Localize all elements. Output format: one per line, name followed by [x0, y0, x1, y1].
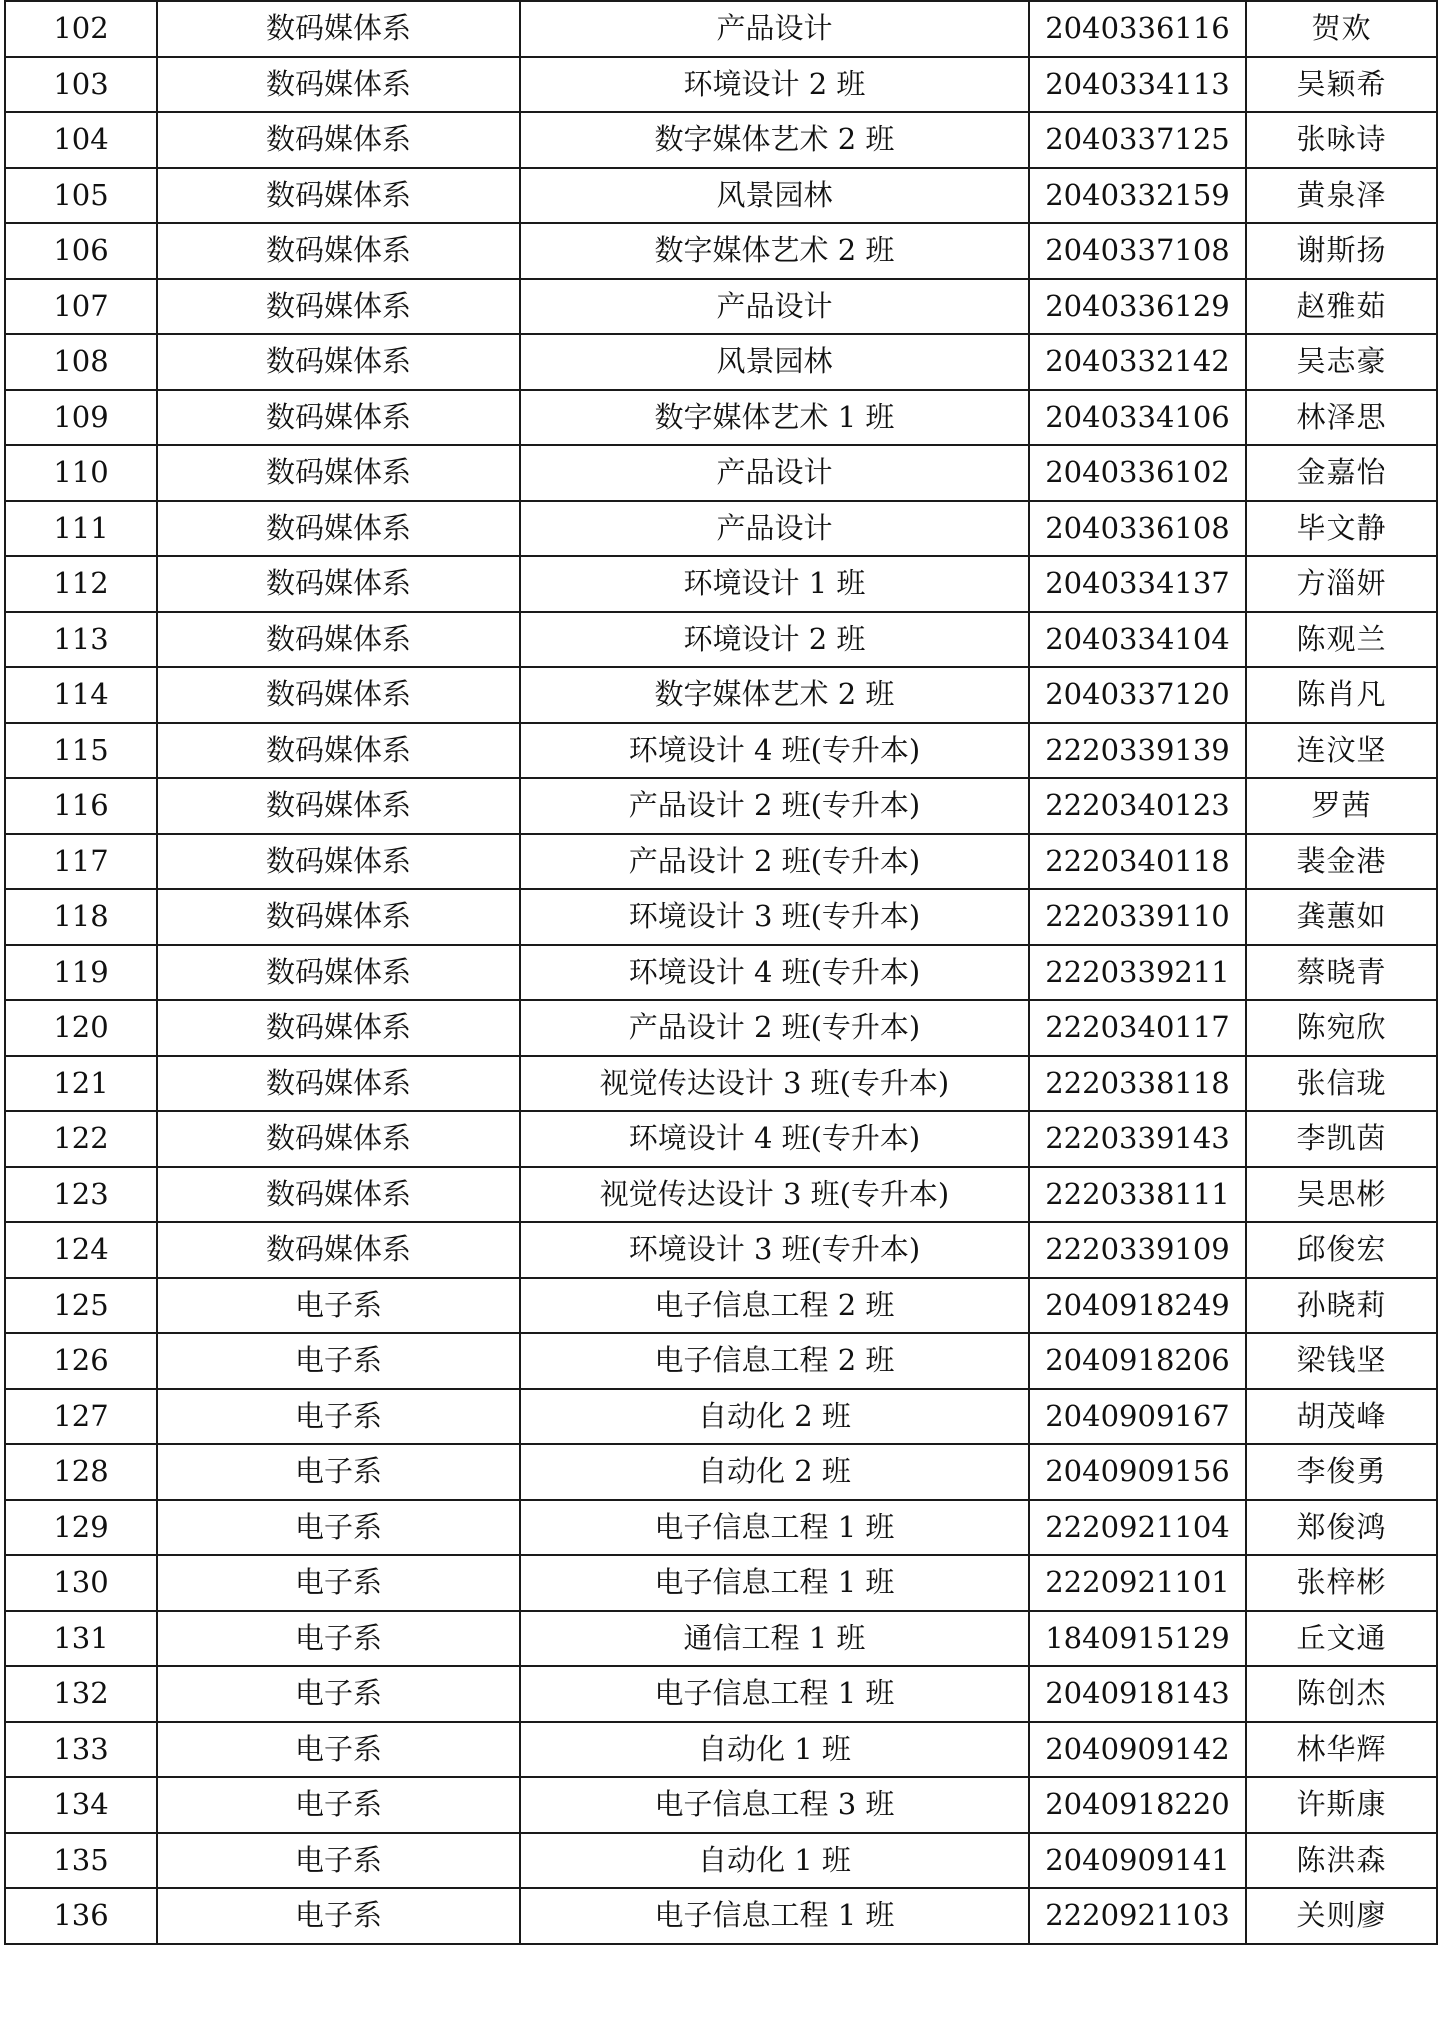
- class-cell: 产品设计: [520, 501, 1029, 557]
- row-number-cell: 125: [5, 1278, 157, 1334]
- row-number-cell: 118: [5, 889, 157, 945]
- table-row: [5, 1444, 1437, 1500]
- department-cell: 电子系: [157, 1611, 520, 1667]
- student-id-cell: 2220339139: [1029, 723, 1246, 779]
- student-id-cell: 2220339110: [1029, 889, 1246, 945]
- row-number-cell: 129: [5, 1500, 157, 1556]
- student-name-cell: 谢斯扬: [1246, 223, 1437, 279]
- row-number-cell: 106: [5, 223, 157, 279]
- class-cell: 环境设计 4 班(专升本): [520, 945, 1029, 1001]
- row-number-cell: 116: [5, 778, 157, 834]
- table-row: [5, 556, 1437, 612]
- class-cell: 视觉传达设计 3 班(专升本): [520, 1056, 1029, 1112]
- table-row: [5, 612, 1437, 668]
- class-cell: 电子信息工程 3 班: [520, 1777, 1029, 1833]
- student-id-cell: 2040918206: [1029, 1333, 1246, 1389]
- student-name-cell: 许斯康: [1246, 1777, 1437, 1833]
- student-name-cell: 陈创杰: [1246, 1666, 1437, 1722]
- table-row: [5, 889, 1437, 945]
- row-number-cell: 136: [5, 1888, 157, 1944]
- class-cell: 数字媒体艺术 2 班: [520, 112, 1029, 168]
- table-row: [5, 390, 1437, 446]
- class-cell: 环境设计 3 班(专升本): [520, 889, 1029, 945]
- department-cell: 电子系: [157, 1278, 520, 1334]
- department-cell: 数码媒体系: [157, 667, 520, 723]
- class-cell: 电子信息工程 1 班: [520, 1555, 1029, 1611]
- row-number-cell: 107: [5, 279, 157, 335]
- class-cell: 环境设计 3 班(专升本): [520, 1222, 1029, 1278]
- table-row: [5, 334, 1437, 390]
- class-cell: 电子信息工程 1 班: [520, 1666, 1029, 1722]
- department-cell: 数码媒体系: [157, 1222, 520, 1278]
- student-name-cell: 吴思彬: [1246, 1167, 1437, 1223]
- class-cell: 产品设计: [520, 1, 1029, 57]
- department-cell: 数码媒体系: [157, 223, 520, 279]
- class-cell: 产品设计 2 班(专升本): [520, 1000, 1029, 1056]
- table-row: [5, 1111, 1437, 1167]
- class-cell: 数字媒体艺术 1 班: [520, 390, 1029, 446]
- student-id-cell: 2040332159: [1029, 168, 1246, 224]
- student-name-cell: 黄泉泽: [1246, 168, 1437, 224]
- department-cell: 电子系: [157, 1888, 520, 1944]
- department-cell: 数码媒体系: [157, 1167, 520, 1223]
- student-id-cell: 2040336108: [1029, 501, 1246, 557]
- table-row: [5, 1777, 1437, 1833]
- student-id-cell: 2220340117: [1029, 1000, 1246, 1056]
- table-row: [5, 723, 1437, 779]
- row-number-cell: 123: [5, 1167, 157, 1223]
- department-cell: 电子系: [157, 1444, 520, 1500]
- student-name-cell: 罗茜: [1246, 778, 1437, 834]
- student-id-cell: 1840915129: [1029, 1611, 1246, 1667]
- student-name-cell: 陈肖凡: [1246, 667, 1437, 723]
- department-cell: 电子系: [157, 1500, 520, 1556]
- student-roster-table: [4, 0, 1438, 1945]
- table-row: [5, 1, 1437, 57]
- department-cell: 数码媒体系: [157, 112, 520, 168]
- class-cell: 环境设计 4 班(专升本): [520, 723, 1029, 779]
- table-row: [5, 1555, 1437, 1611]
- department-cell: 数码媒体系: [157, 945, 520, 1001]
- table-row: [5, 834, 1437, 890]
- row-number-cell: 135: [5, 1833, 157, 1889]
- class-cell: 环境设计 4 班(专升本): [520, 1111, 1029, 1167]
- student-name-cell: 李俊勇: [1246, 1444, 1437, 1500]
- student-name-cell: 陈观兰: [1246, 612, 1437, 668]
- table-row: [5, 1389, 1437, 1445]
- class-cell: 产品设计: [520, 445, 1029, 501]
- class-cell: 数字媒体艺术 2 班: [520, 667, 1029, 723]
- student-id-cell: 2040909156: [1029, 1444, 1246, 1500]
- table-row: [5, 1611, 1437, 1667]
- row-number-cell: 102: [5, 1, 157, 57]
- class-cell: 电子信息工程 2 班: [520, 1333, 1029, 1389]
- student-id-cell: 2220921101: [1029, 1555, 1246, 1611]
- department-cell: 数码媒体系: [157, 834, 520, 890]
- student-id-cell: 2040918143: [1029, 1666, 1246, 1722]
- student-id-cell: 2040336116: [1029, 1, 1246, 57]
- student-id-cell: 2040337125: [1029, 112, 1246, 168]
- student-name-cell: 张梓彬: [1246, 1555, 1437, 1611]
- department-cell: 数码媒体系: [157, 889, 520, 945]
- table-row: [5, 667, 1437, 723]
- department-cell: 数码媒体系: [157, 1, 520, 57]
- class-cell: 产品设计: [520, 279, 1029, 335]
- table-row: [5, 223, 1437, 279]
- student-name-cell: 林泽思: [1246, 390, 1437, 446]
- row-number-cell: 103: [5, 57, 157, 113]
- student-name-cell: 丘文通: [1246, 1611, 1437, 1667]
- table-row: [5, 445, 1437, 501]
- row-number-cell: 111: [5, 501, 157, 557]
- student-name-cell: 金嘉怡: [1246, 445, 1437, 501]
- student-name-cell: 贺欢: [1246, 1, 1437, 57]
- student-name-cell: 毕文静: [1246, 501, 1437, 557]
- class-cell: 风景园林: [520, 334, 1029, 390]
- class-cell: 自动化 1 班: [520, 1833, 1029, 1889]
- row-number-cell: 133: [5, 1722, 157, 1778]
- row-number-cell: 134: [5, 1777, 157, 1833]
- row-number-cell: 122: [5, 1111, 157, 1167]
- student-id-cell: 2040334106: [1029, 390, 1246, 446]
- class-cell: 环境设计 2 班: [520, 612, 1029, 668]
- student-id-cell: 2220921103: [1029, 1888, 1246, 1944]
- table-row: [5, 1056, 1437, 1112]
- row-number-cell: 124: [5, 1222, 157, 1278]
- row-number-cell: 127: [5, 1389, 157, 1445]
- class-cell: 通信工程 1 班: [520, 1611, 1029, 1667]
- table-row: [5, 57, 1437, 113]
- class-cell: 环境设计 1 班: [520, 556, 1029, 612]
- department-cell: 电子系: [157, 1777, 520, 1833]
- student-id-cell: 2220338111: [1029, 1167, 1246, 1223]
- student-id-cell: 2220339109: [1029, 1222, 1246, 1278]
- class-cell: 电子信息工程 1 班: [520, 1888, 1029, 1944]
- table-row: [5, 1222, 1437, 1278]
- table-row: [5, 1833, 1437, 1889]
- document-page: [4, 0, 1436, 2014]
- roster-body: [5, 1, 1437, 1944]
- student-id-cell: 2040909142: [1029, 1722, 1246, 1778]
- student-name-cell: 赵雅茹: [1246, 279, 1437, 335]
- student-name-cell: 陈洪森: [1246, 1833, 1437, 1889]
- student-name-cell: 张咏诗: [1246, 112, 1437, 168]
- student-name-cell: 郑俊鸿: [1246, 1500, 1437, 1556]
- student-id-cell: 2220921104: [1029, 1500, 1246, 1556]
- class-cell: 产品设计 2 班(专升本): [520, 778, 1029, 834]
- row-number-cell: 108: [5, 334, 157, 390]
- student-name-cell: 连汶坚: [1246, 723, 1437, 779]
- student-id-cell: 2040334137: [1029, 556, 1246, 612]
- row-number-cell: 105: [5, 168, 157, 224]
- class-cell: 数字媒体艺术 2 班: [520, 223, 1029, 279]
- department-cell: 电子系: [157, 1333, 520, 1389]
- table-row: [5, 112, 1437, 168]
- table-row: [5, 1278, 1437, 1334]
- student-name-cell: 蔡晓青: [1246, 945, 1437, 1001]
- student-id-cell: 2040336102: [1029, 445, 1246, 501]
- row-number-cell: 104: [5, 112, 157, 168]
- table-row: [5, 1333, 1437, 1389]
- row-number-cell: 121: [5, 1056, 157, 1112]
- row-number-cell: 119: [5, 945, 157, 1001]
- student-id-cell: 2040918220: [1029, 1777, 1246, 1833]
- student-id-cell: 2040334113: [1029, 57, 1246, 113]
- student-name-cell: 吴志豪: [1246, 334, 1437, 390]
- row-number-cell: 112: [5, 556, 157, 612]
- table-row: [5, 168, 1437, 224]
- student-name-cell: 龚蕙如: [1246, 889, 1437, 945]
- student-name-cell: 胡茂峰: [1246, 1389, 1437, 1445]
- student-name-cell: 吴颖希: [1246, 57, 1437, 113]
- student-name-cell: 邱俊宏: [1246, 1222, 1437, 1278]
- table-row: [5, 501, 1437, 557]
- student-name-cell: 张信珑: [1246, 1056, 1437, 1112]
- student-name-cell: 孙晓莉: [1246, 1278, 1437, 1334]
- student-id-cell: 2220339211: [1029, 945, 1246, 1001]
- department-cell: 数码媒体系: [157, 612, 520, 668]
- row-number-cell: 128: [5, 1444, 157, 1500]
- department-cell: 数码媒体系: [157, 723, 520, 779]
- row-number-cell: 126: [5, 1333, 157, 1389]
- row-number-cell: 115: [5, 723, 157, 779]
- class-cell: 电子信息工程 1 班: [520, 1500, 1029, 1556]
- table-row: [5, 945, 1437, 1001]
- row-number-cell: 117: [5, 834, 157, 890]
- department-cell: 数码媒体系: [157, 556, 520, 612]
- row-number-cell: 130: [5, 1555, 157, 1611]
- student-name-cell: 李凯茵: [1246, 1111, 1437, 1167]
- table-row: [5, 1666, 1437, 1722]
- table-row: [5, 1167, 1437, 1223]
- department-cell: 电子系: [157, 1555, 520, 1611]
- table-row: [5, 279, 1437, 335]
- class-cell: 自动化 2 班: [520, 1444, 1029, 1500]
- table-row: [5, 1888, 1437, 1944]
- class-cell: 环境设计 2 班: [520, 57, 1029, 113]
- department-cell: 电子系: [157, 1722, 520, 1778]
- department-cell: 数码媒体系: [157, 390, 520, 446]
- student-name-cell: 林华辉: [1246, 1722, 1437, 1778]
- department-cell: 数码媒体系: [157, 334, 520, 390]
- class-cell: 风景园林: [520, 168, 1029, 224]
- row-number-cell: 120: [5, 1000, 157, 1056]
- department-cell: 数码媒体系: [157, 445, 520, 501]
- table-row: [5, 1722, 1437, 1778]
- row-number-cell: 114: [5, 667, 157, 723]
- student-name-cell: 裴金港: [1246, 834, 1437, 890]
- student-id-cell: 2040337120: [1029, 667, 1246, 723]
- student-id-cell: 2220340118: [1029, 834, 1246, 890]
- row-number-cell: 132: [5, 1666, 157, 1722]
- student-name-cell: 梁钱坚: [1246, 1333, 1437, 1389]
- student-id-cell: 2220340123: [1029, 778, 1246, 834]
- department-cell: 数码媒体系: [157, 1000, 520, 1056]
- department-cell: 数码媒体系: [157, 1111, 520, 1167]
- department-cell: 数码媒体系: [157, 168, 520, 224]
- class-cell: 自动化 1 班: [520, 1722, 1029, 1778]
- student-id-cell: 2220339143: [1029, 1111, 1246, 1167]
- row-number-cell: 131: [5, 1611, 157, 1667]
- row-number-cell: 109: [5, 390, 157, 446]
- student-id-cell: 2040332142: [1029, 334, 1246, 390]
- student-name-cell: 方淄妍: [1246, 556, 1437, 612]
- table-row: [5, 1500, 1437, 1556]
- department-cell: 数码媒体系: [157, 501, 520, 557]
- student-id-cell: 2040337108: [1029, 223, 1246, 279]
- student-id-cell: 2040336129: [1029, 279, 1246, 335]
- department-cell: 电子系: [157, 1389, 520, 1445]
- row-number-cell: 113: [5, 612, 157, 668]
- department-cell: 数码媒体系: [157, 279, 520, 335]
- student-id-cell: 2220338118: [1029, 1056, 1246, 1112]
- class-cell: 视觉传达设计 3 班(专升本): [520, 1167, 1029, 1223]
- student-id-cell: 2040334104: [1029, 612, 1246, 668]
- row-number-cell: 110: [5, 445, 157, 501]
- department-cell: 电子系: [157, 1666, 520, 1722]
- table-row: [5, 778, 1437, 834]
- department-cell: 数码媒体系: [157, 57, 520, 113]
- student-name-cell: 陈宛欣: [1246, 1000, 1437, 1056]
- table-row: [5, 1000, 1437, 1056]
- student-id-cell: 2040909141: [1029, 1833, 1246, 1889]
- class-cell: 电子信息工程 2 班: [520, 1278, 1029, 1334]
- department-cell: 数码媒体系: [157, 778, 520, 834]
- class-cell: 自动化 2 班: [520, 1389, 1029, 1445]
- department-cell: 电子系: [157, 1833, 520, 1889]
- student-id-cell: 2040909167: [1029, 1389, 1246, 1445]
- department-cell: 数码媒体系: [157, 1056, 520, 1112]
- student-id-cell: 2040918249: [1029, 1278, 1246, 1334]
- class-cell: 产品设计 2 班(专升本): [520, 834, 1029, 890]
- student-name-cell: 关则廖: [1246, 1888, 1437, 1944]
